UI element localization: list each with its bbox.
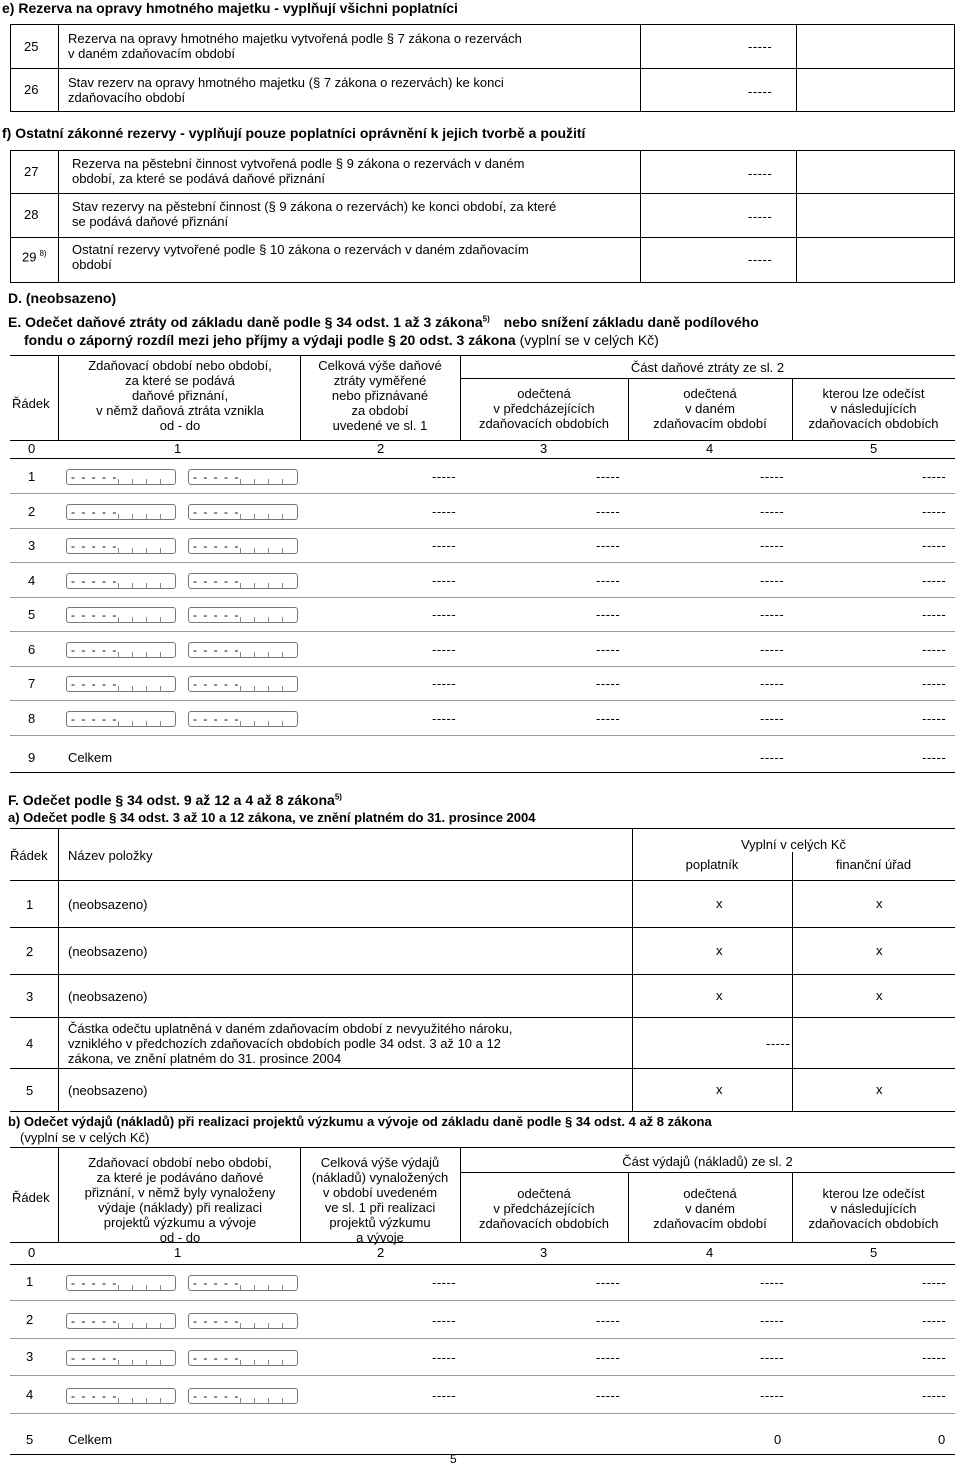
column-group-header: Část výdajů (nákladů) ze sl. 2 [622, 1154, 793, 1169]
cell-deducted-previous[interactable]: ----- [596, 676, 621, 691]
cell-deducted-current[interactable]: ----- [760, 1313, 785, 1328]
date-field-tick [132, 721, 133, 727]
date-field-tick [132, 514, 133, 520]
date-field[interactable]: - - - - - [188, 469, 298, 485]
date-field-tick [132, 1398, 133, 1404]
column-number: 3 [540, 441, 548, 456]
date-field[interactable]: - - - - - [66, 1275, 176, 1291]
cell-deducted-current[interactable]: ----- [760, 607, 785, 622]
date-field-tick [240, 1398, 241, 1404]
date-field-tick [240, 652, 241, 658]
column-number: 4 [706, 441, 714, 456]
date-field[interactable]: - - - - - [188, 504, 298, 520]
date-field[interactable]: - - - - - [188, 607, 298, 623]
table-bottom-line [10, 1454, 955, 1455]
row-description: Ostatní rezervy vytvořené podle § 10 zákona o rezervách v daném zdaňovacím období [72, 242, 529, 272]
cell-deductible-future[interactable]: ----- [922, 676, 947, 691]
date-field-tick [118, 479, 119, 485]
date-field-tick [268, 479, 269, 485]
cell-deductible-future[interactable]: ----- [922, 1350, 947, 1365]
row-number: 1 [28, 469, 36, 484]
row-number: 3 [28, 538, 36, 553]
date-field-tick [240, 721, 241, 727]
total-label: Celkem [68, 750, 113, 765]
column-header-total-expenses: Celková výše výdajů (nákladů) vynaložených v období uvedeném ve sl. 1 při realizaci projektů výzkumu a vývoje [311, 1155, 449, 1245]
date-field-tick [146, 721, 147, 727]
row-divider [10, 666, 955, 667]
cell-deductible-future[interactable]: ----- [922, 1388, 947, 1403]
cell-payer: x [716, 987, 723, 1003]
date-field-tick [282, 583, 283, 589]
row-number: 1 [26, 896, 34, 912]
row-divider [10, 562, 955, 563]
date-field-tick [254, 583, 255, 589]
cell-total-loss[interactable]: ----- [432, 573, 457, 588]
paragraph-icon: § [565, 1114, 573, 1129]
date-field-tick [268, 514, 269, 520]
cell-deducted-previous[interactable]: ----- [596, 1388, 621, 1403]
row-number: 3 [26, 1349, 34, 1364]
cell-deducted-previous[interactable]: ----- [596, 1313, 621, 1328]
table-bottom-line [10, 772, 955, 773]
row-number: 8 [28, 711, 36, 726]
column-header-row: Řádek [12, 396, 50, 411]
cell-deducted-previous[interactable]: ----- [596, 469, 621, 484]
date-field[interactable]: - - - - - [188, 711, 298, 727]
row-value: ----- [748, 84, 773, 99]
section-d-heading: D. (neobsazeno) [8, 290, 117, 306]
date-field-tick [282, 721, 283, 727]
column-number: 0 [28, 441, 36, 456]
row-description: Rezerva na opravy hmotného majetku vytvořená podle § 7 zákona o rezervách v daném zdaňovacím období [68, 31, 522, 61]
column-number: 2 [377, 1245, 385, 1260]
date-field-tick [118, 1285, 119, 1291]
page-number: 5 [450, 1452, 457, 1466]
date-field-tick [254, 721, 255, 727]
item-name: (neobsazeno) [68, 943, 148, 959]
date-field[interactable]: - - - - - [188, 573, 298, 589]
date-field[interactable]: - - - - - [66, 607, 176, 623]
row-divider [10, 1413, 955, 1414]
date-field[interactable]: - - - - - [188, 676, 298, 692]
date-field[interactable]: - - - - - [188, 538, 298, 554]
date-field-tick [282, 1360, 283, 1366]
item-name: (neobsazeno) [68, 896, 148, 912]
date-field-tick [146, 652, 147, 658]
cell-total-expenses[interactable]: ----- [432, 1275, 457, 1290]
column-header-deducted-previous: odečtená v předcházejících zdaňovacích obdobích [478, 386, 610, 431]
cell-deductible-future[interactable]: ----- [922, 469, 947, 484]
date-field-tick [268, 1323, 269, 1329]
date-field-tick [282, 617, 283, 623]
date-field[interactable]: - - - - - [188, 642, 298, 658]
cell-deducted-previous[interactable]: ----- [596, 711, 621, 726]
cell-tax-office: x [876, 987, 883, 1003]
section-e-heading: e) Rezerva na opravy hmotného majetku - vyplňují všichni poplatníci [2, 0, 458, 16]
total-deducted-current[interactable]: ----- [760, 750, 785, 765]
date-field-tick [160, 652, 161, 658]
cell-deducted-previous[interactable]: ----- [596, 1350, 621, 1365]
cell-tax-office: x [876, 942, 883, 958]
date-field-tick [146, 686, 147, 692]
date-field-tick [118, 1323, 119, 1329]
date-field-tick [254, 514, 255, 520]
section-e-title: E. Odečet daňové ztráty od základu daně podle § 34 odst. 1 až 3 zákona$^{5)}$ nebo snížení základu daně podílového [8, 314, 759, 330]
date-field-tick [160, 514, 161, 520]
cell-total-expenses[interactable]: ----- [432, 1313, 457, 1328]
row-number: 9 [28, 750, 36, 765]
date-field-tick [240, 1285, 241, 1291]
date-field[interactable]: - - - - - [66, 711, 176, 727]
date-field-tick [132, 479, 133, 485]
total-label: Celkem [68, 1432, 113, 1447]
cell-deducted-current[interactable]: ----- [760, 573, 785, 588]
date-field-tick [132, 1323, 133, 1329]
cell-deducted-current[interactable]: ----- [760, 642, 785, 657]
date-field-tick [254, 1323, 255, 1329]
row-value: ----- [748, 39, 773, 54]
date-field-tick [240, 686, 241, 692]
section-fb-title: b) Odečet výdajů (nákladů) při realizaci projektů výzkumu a vývoje od základu daně podle § 34 odst. 4 až 8 zákona [8, 1114, 712, 1129]
row-number: 5 [28, 607, 36, 622]
date-field-tick [132, 1285, 133, 1291]
date-field-tick [268, 721, 269, 727]
date-field[interactable]: - - - - - [66, 469, 176, 485]
cell-deductible-future[interactable]: ----- [922, 607, 947, 622]
cell-deductible-future[interactable]: ----- [922, 573, 947, 588]
cell-total-expenses[interactable]: ----- [432, 1388, 457, 1403]
date-field-tick [268, 1360, 269, 1366]
cell-deducted-current[interactable]: ----- [760, 504, 785, 519]
date-field-tick [146, 548, 147, 554]
row-description: Stav rezervy na pěstební činnost (§ 9 zákona o rezervách) ke konci období, za které se podává daňové přiznání [72, 199, 557, 229]
section-fa-title: a) Odečet podle § 34 odst. 3 až 10 a 12 zákona, ve znění platném do 31. prosince 2004 [8, 810, 536, 825]
cell-total-loss[interactable]: ----- [432, 504, 457, 519]
row-number: 3 [26, 988, 34, 1004]
row-divider [10, 1300, 955, 1301]
paragraph-icon: § [388, 332, 396, 348]
total-deducted-current[interactable]: 0 [774, 1432, 782, 1447]
date-field-tick [160, 583, 161, 589]
cell-total-loss[interactable]: ----- [432, 711, 457, 726]
date-field-tick [254, 1285, 255, 1291]
column-header-period: Zdaňovací období nebo období, za které je podáváno daňové přiznání, v němž byly vynaloženy výdaje (náklady) při realizaci projektů výzkumu a vývoje od - do [84, 1155, 276, 1245]
cell-payer: x [716, 895, 723, 911]
date-field-tick [146, 1360, 147, 1366]
cell-deducted-previous[interactable]: ----- [596, 607, 621, 622]
column-number: 3 [540, 1245, 548, 1260]
row-divider [10, 631, 955, 632]
date-field[interactable]: - - - - - [66, 1313, 176, 1329]
column-number: 4 [706, 1245, 714, 1260]
row-divider [10, 974, 955, 975]
row-number: 27 [24, 164, 39, 179]
date-field[interactable]: - - - - - [66, 538, 176, 554]
cell-total-expenses[interactable]: ----- [432, 1350, 457, 1365]
cell-deducted-current[interactable]: ----- [760, 469, 785, 484]
date-field-tick [160, 686, 161, 692]
paragraph-icon: § [312, 75, 321, 90]
date-field-tick [160, 1285, 161, 1291]
date-field-tick [118, 514, 119, 520]
item-name: (neobsazeno) [68, 988, 148, 1004]
date-field-tick [118, 686, 119, 692]
row-number: 1 [26, 1274, 34, 1289]
date-field-tick [240, 1360, 241, 1366]
date-field-tick [240, 1323, 241, 1329]
date-field-tick [146, 1323, 147, 1329]
cell-total-loss[interactable]: ----- [432, 538, 457, 553]
date-field-tick [282, 652, 283, 658]
cell-deductible-future[interactable]: ----- [922, 1275, 947, 1290]
item-name: Částka odečtu uplatněná v daném zdaňovacím období z nevyužitého nároku, vzniklého v předchozích zdaňovacích obdobích podle 34 odst. 3 až 10 a 12 zákona, ve znění platném do 31. prosince 2004 [68, 1021, 513, 1066]
cell-deducted-current[interactable]: ----- [760, 1388, 785, 1403]
date-field-tick [146, 514, 147, 520]
date-field-tick [240, 583, 241, 589]
date-field-tick [268, 548, 269, 554]
date-field-tick [132, 686, 133, 692]
row-divider [10, 1375, 955, 1376]
column-header-tax-office: finanční úřad [835, 857, 912, 872]
row-number: 4 [28, 573, 36, 588]
column-header-deducted-previous: odečtená v předcházejících zdaňovacích obdobích [478, 1186, 610, 1231]
cell-tax-office: x [876, 895, 883, 911]
cell-deducted-current[interactable]: ----- [760, 1350, 785, 1365]
column-number: 0 [28, 1245, 36, 1260]
column-header-item-name: Název položky [68, 848, 153, 863]
column-number: 1 [174, 441, 182, 456]
paragraph-icon: § [115, 792, 124, 808]
column-header-total-loss: Celková výše daňové ztráty vyměřené nebo přiznávané za období uvedené ve sl. 1 [318, 358, 442, 433]
date-field-tick [132, 617, 133, 623]
total-deductible-future[interactable]: ----- [922, 750, 947, 765]
row-value: ----- [748, 252, 773, 267]
row-number: 2 [28, 504, 36, 519]
date-field-tick [282, 1323, 283, 1329]
date-field-tick [240, 479, 241, 485]
date-field-tick [240, 548, 241, 554]
column-number: 5 [870, 441, 878, 456]
paragraph-icon: § [259, 242, 267, 257]
date-field-tick [254, 479, 255, 485]
paragraph-icon: § [324, 314, 333, 330]
row-divider [10, 1111, 955, 1112]
date-field-tick [268, 652, 269, 658]
column-header-payer: poplatník [685, 857, 739, 872]
cell-payer: x [716, 1081, 723, 1097]
cell-deducted-current[interactable]: ----- [760, 538, 785, 553]
column-group-header: Část daňové ztráty ze sl. 2 [630, 360, 785, 375]
row-number: 28 [24, 207, 39, 222]
item-name: (neobsazeno) [68, 1082, 148, 1098]
cell-total-loss[interactable]: ----- [432, 642, 457, 657]
date-field-tick [160, 721, 161, 727]
date-field-tick [254, 617, 255, 623]
cell-deducted-current[interactable]: ----- [760, 1275, 785, 1290]
date-field[interactable]: - - - - - [66, 1350, 176, 1366]
date-field-tick [146, 583, 147, 589]
date-field-tick [118, 617, 119, 623]
cell-payer[interactable]: ----- [766, 1035, 791, 1051]
date-field-tick [132, 583, 133, 589]
section-f-title: F. Odečet podle § 34 odst. 9 až 12 a 4 až 8 zákona$^{5)}$ [8, 792, 342, 808]
date-field-tick [282, 548, 283, 554]
date-field-tick [160, 1323, 161, 1329]
date-field-tick [118, 1398, 119, 1404]
row-number: 5 [26, 1082, 34, 1098]
cell-payer: x [716, 942, 723, 958]
date-field-tick [282, 479, 283, 485]
date-field-tick [160, 1360, 161, 1366]
cell-total-loss[interactable]: ----- [432, 469, 457, 484]
date-field-tick [254, 686, 255, 692]
paragraph-icon: § [335, 156, 344, 171]
date-field-tick [160, 617, 161, 623]
column-header-deductible-future: kterou lze odečíst v následujících zdaňovacích obdobích [808, 386, 939, 431]
date-field-tick [254, 548, 255, 554]
date-field-tick [282, 514, 283, 520]
row-number: 29 $^{8)}$ [22, 249, 47, 265]
row-divider [10, 528, 955, 529]
date-field-tick [282, 1398, 283, 1404]
cell-total-loss[interactable]: ----- [432, 607, 457, 622]
column-header-row: Řádek [12, 1190, 50, 1205]
cell-deductible-future[interactable]: ----- [922, 1313, 947, 1328]
row-number: 6 [28, 642, 36, 657]
date-field-tick [268, 1398, 269, 1404]
cell-tax-office: x [876, 1081, 883, 1097]
cell-deducted-previous[interactable]: ----- [596, 538, 621, 553]
date-field[interactable]: - - - - - [66, 1388, 176, 1404]
cell-deductible-future[interactable]: ----- [922, 642, 947, 657]
date-field-tick [240, 514, 241, 520]
row-number: 26 [24, 82, 39, 97]
date-field-tick [282, 1285, 283, 1291]
row-description: Stav rezerv na opravy hmotného majetku (§ 7 zákona o rezervách) ke konci zdaňovacího období [68, 75, 504, 105]
paragraph-icon: § [268, 199, 276, 214]
date-field-tick [160, 548, 161, 554]
date-field-tick [254, 652, 255, 658]
date-field-tick [268, 617, 269, 623]
cell-deducted-previous[interactable]: ----- [596, 504, 621, 519]
date-field[interactable]: - - - - - [66, 676, 176, 692]
row-number: 2 [26, 943, 34, 959]
total-deductible-future[interactable]: 0 [938, 1432, 946, 1447]
date-field-tick [268, 686, 269, 692]
row-number: 4 [26, 1387, 34, 1402]
paragraph-icon: § [386, 31, 394, 46]
date-field[interactable]: - - - - - [188, 1275, 298, 1291]
row-divider [10, 1338, 955, 1339]
date-field-tick [118, 721, 119, 727]
date-field[interactable]: - - - - - [66, 642, 176, 658]
cell-deductible-future[interactable]: ----- [922, 504, 947, 519]
date-field-tick [118, 1360, 119, 1366]
date-field-tick [118, 583, 119, 589]
row-divider [10, 493, 955, 494]
fill-note: Vyplní v celých Kč [740, 837, 846, 852]
date-field-tick [132, 1360, 133, 1366]
row-number: 2 [26, 1312, 34, 1327]
row-divider [10, 700, 955, 701]
date-field-tick [160, 479, 161, 485]
row-number: 4 [26, 1035, 34, 1051]
row-value: ----- [748, 209, 773, 224]
date-field-tick [240, 617, 241, 623]
section-e-title-line2: fondu o záporný rozdíl mezi jeho příjmy a výdaji podle § 20 odst. 3 zákona (vyplní se v celých Kč) [24, 332, 659, 348]
row-divider [10, 927, 955, 928]
row-number: 25 [24, 39, 39, 54]
column-number: 2 [377, 441, 385, 456]
date-field-tick [146, 617, 147, 623]
cell-deducted-previous[interactable]: ----- [596, 573, 621, 588]
date-field-tick [118, 548, 119, 554]
row-number: 5 [26, 1432, 34, 1447]
date-field-tick [254, 1398, 255, 1404]
cell-deducted-current[interactable]: ----- [760, 711, 785, 726]
column-header-deducted-current: odečtená v daném zdaňovacím období [653, 1186, 767, 1231]
cell-deducted-previous[interactable]: ----- [596, 1275, 621, 1290]
row-divider [10, 1017, 955, 1018]
column-header-deducted-current: odečtená v daném zdaňovacím období [653, 386, 767, 431]
date-field-tick [268, 583, 269, 589]
column-number: 5 [870, 1245, 878, 1260]
date-field-tick [146, 1285, 147, 1291]
date-field[interactable]: - - - - - [188, 1313, 298, 1329]
date-field[interactable]: - - - - - [66, 573, 176, 589]
cell-total-loss[interactable]: ----- [432, 676, 457, 691]
date-field-tick [254, 1360, 255, 1366]
column-header-row: Řádek [10, 848, 48, 863]
date-field-tick [146, 479, 147, 485]
date-field[interactable]: - - - - - [66, 504, 176, 520]
column-header-period: Zdaňovací období nebo období, za které se podává daňové přiznání, v němž daňová ztráta vznikla od - do [88, 358, 272, 433]
date-field[interactable]: - - - - - [188, 1350, 298, 1366]
date-field-tick [132, 548, 133, 554]
cell-deducted-previous[interactable]: ----- [596, 642, 621, 657]
cell-deductible-future[interactable]: ----- [922, 711, 947, 726]
date-field-tick [268, 1285, 269, 1291]
paragraph-icon: § [109, 810, 117, 825]
cell-deducted-current[interactable]: ----- [760, 676, 785, 691]
column-header-deductible-future: kterou lze odečíst v následujících zdaňovacích obdobích [808, 1186, 939, 1231]
date-field[interactable]: - - - - - [188, 1388, 298, 1404]
date-field-tick [146, 1398, 147, 1404]
date-field-tick [132, 652, 133, 658]
date-field-tick [118, 652, 119, 658]
row-value: ----- [748, 166, 773, 181]
cell-deductible-future[interactable]: ----- [922, 538, 947, 553]
row-description: Rezerva na pěstební činnost vytvořená podle § 9 zákona o rezervách v daném období, za které se podává daňové přiznání [72, 156, 525, 186]
row-divider [10, 735, 955, 736]
date-field-tick [282, 686, 283, 692]
row-divider [10, 1068, 955, 1069]
column-number: 1 [174, 1245, 182, 1260]
row-divider [10, 597, 955, 598]
section-fb-note: (vyplní se v celých Kč) [20, 1130, 150, 1145]
section-f-heading: f) Ostatní zákonné rezervy - vyplňují pouze poplatníci oprávnění k jejich tvorbě a použití [2, 125, 586, 141]
date-field-tick [160, 1398, 161, 1404]
row-number: 7 [28, 676, 36, 691]
